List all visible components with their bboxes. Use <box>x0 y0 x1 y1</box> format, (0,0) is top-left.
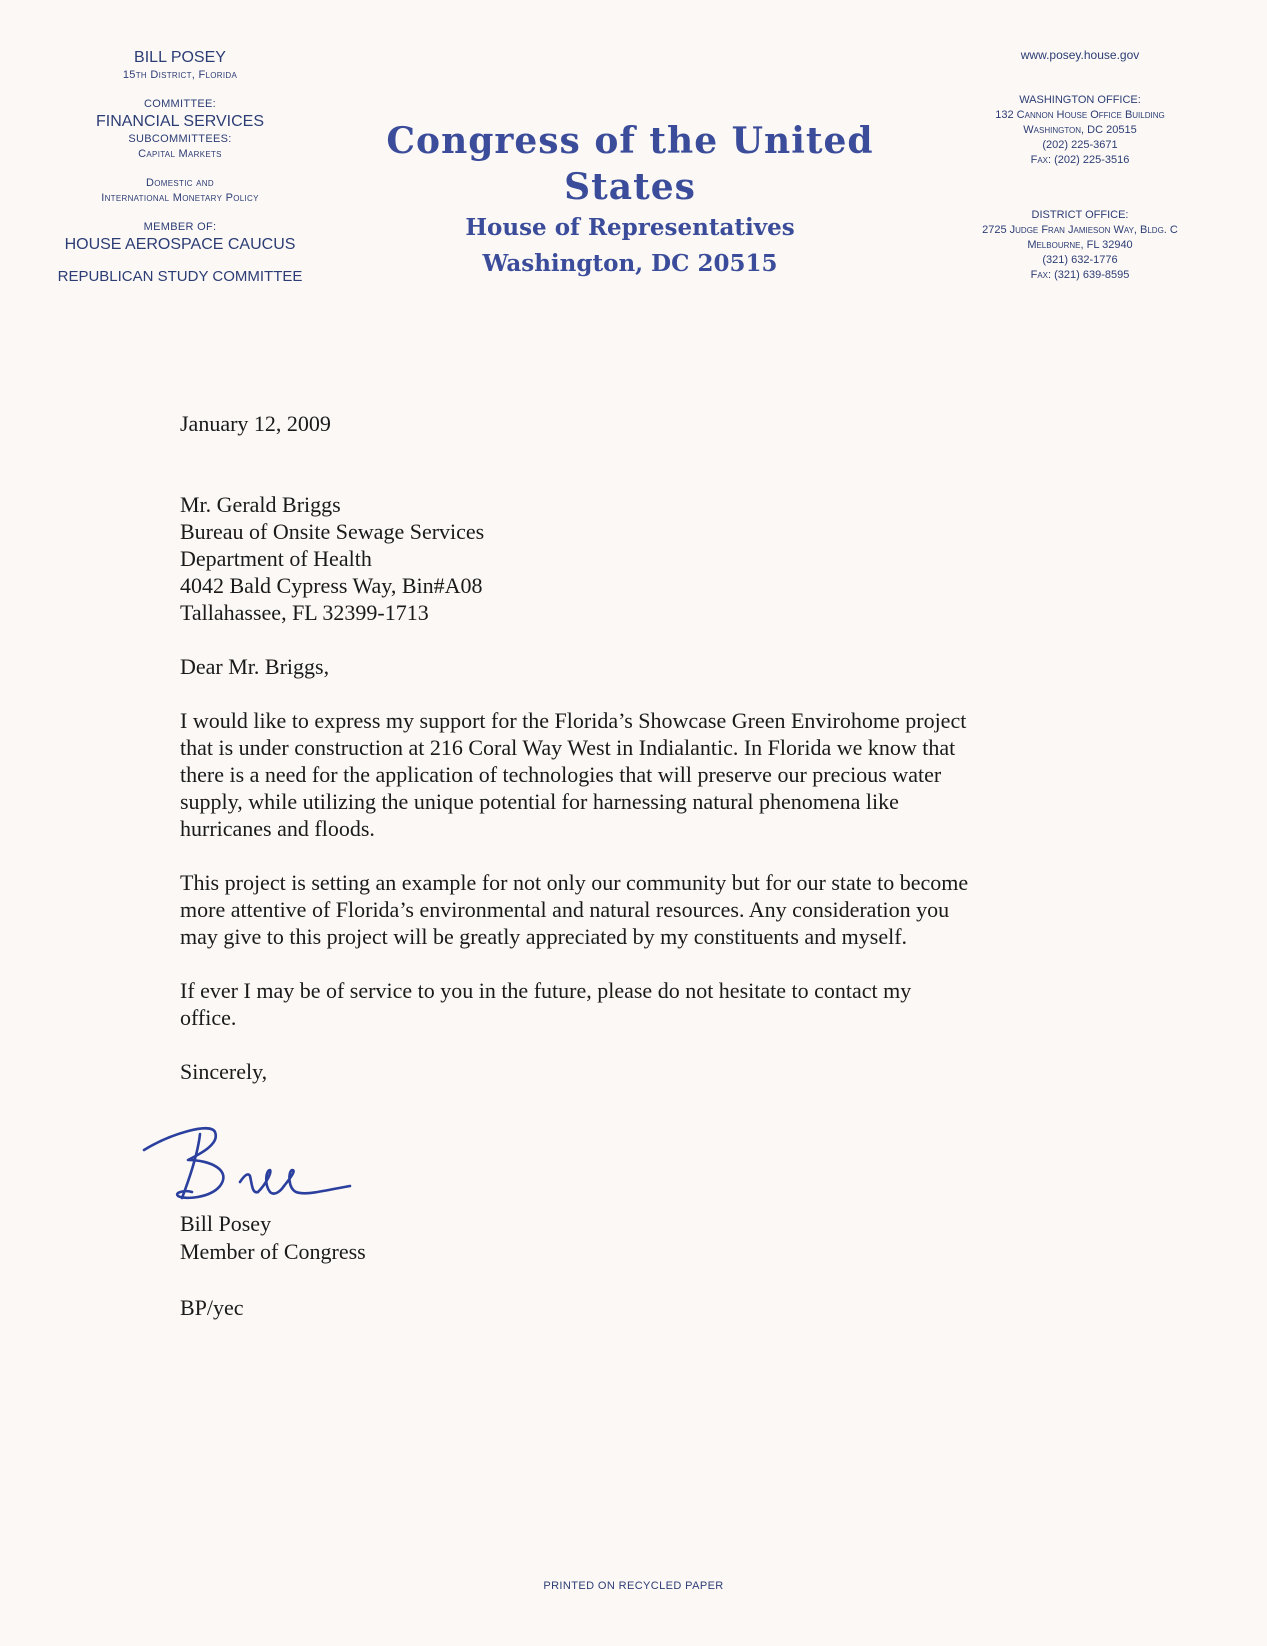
letterhead-title: Congress of the United States <box>386 120 874 208</box>
district-address-line1: 2725 Judge Fran Jamieson Way, Bldg. C <box>982 224 1178 236</box>
district-office-label: DISTRICT OFFICE: <box>1031 209 1129 221</box>
subcommittee-monetary-line1: Domestic and <box>146 177 214 189</box>
paragraph-line: office. <box>180 1005 237 1030</box>
recipient-address <box>180 491 1090 626</box>
letterhead-subtitle: House of Representatives <box>465 214 795 241</box>
reference-initials: BP/yec <box>180 1295 244 1320</box>
signer-block <box>180 1210 366 1322</box>
paragraph-1 <box>180 707 1090 842</box>
recipient-line: 4042 Bald Cypress Way, Bin#A08 <box>180 573 483 598</box>
letter-body <box>180 410 1090 1112</box>
district-fax: Fax: (321) 639-8595 <box>1030 269 1130 281</box>
signature-image <box>140 1112 400 1207</box>
washington-address-line1: 132 Cannon House Office Building <box>995 109 1165 121</box>
website: www.posey.house.gov <box>1020 48 1140 62</box>
paragraph-2 <box>180 869 1090 950</box>
washington-phone: (202) 225-3671 <box>1042 139 1118 151</box>
letterhead-city: Washington, DC 20515 <box>482 250 778 277</box>
recipient-line: Mr. Gerald Briggs <box>180 492 341 517</box>
recipient-line: Department of Health <box>180 546 372 571</box>
paragraph-line: hurricanes and floods. <box>180 816 375 841</box>
district-address-line2: Melbourne, FL 32940 <box>1027 239 1133 251</box>
signer-title: Member of Congress <box>180 1239 366 1264</box>
signer-name: Bill Posey <box>180 1211 272 1236</box>
paragraph-line: that is under construction at 216 Coral Way West in Indialantic. In Florida we know that <box>180 735 956 760</box>
subcommittees-label: SUBCOMMITTEES: <box>128 133 232 145</box>
caucus-aerospace: HOUSE AEROSPACE CAUCUS <box>64 236 296 253</box>
paragraph-3 <box>180 977 1090 1031</box>
letterhead-left <box>40 48 320 287</box>
recipient-line: Tallahassee, FL 32399-1713 <box>180 600 429 625</box>
paragraph-line: I would like to express my support for the Florida’s Showcase Green Envirohome project <box>180 708 967 733</box>
subcommittee-capital-markets: Capital Markets <box>138 148 222 160</box>
paragraph-line: more attentive of Florida’s environmental and natural resources. Any consideration you <box>180 897 950 922</box>
letterhead-right <box>930 48 1230 283</box>
paragraph-line: there is a need for the application of technologies that will preserve our precious water <box>180 762 942 787</box>
washington-office-label: WASHINGTON OFFICE: <box>1019 94 1141 106</box>
letterhead-center <box>330 118 930 282</box>
paragraph-line: may give to this project will be greatly appreciated by my constituents and myself. <box>180 924 908 949</box>
letter-date: January 12, 2009 <box>180 411 331 436</box>
subcommittee-monetary-line2: International Monetary Policy <box>101 192 259 204</box>
republican-study-committee: REPUBLICAN STUDY COMMITTEE <box>57 268 303 285</box>
footer-recycled: PRINTED ON RECYCLED PAPER <box>543 1580 724 1592</box>
washington-fax: Fax: (202) 225-3516 <box>1030 154 1130 166</box>
committee-name: FINANCIAL SERVICES <box>95 113 265 130</box>
paragraph-line: supply, while utilizing the unique potential for harnessing natural phenomena like <box>180 789 899 814</box>
washington-address-line2: Washington, DC 20515 <box>1023 124 1137 136</box>
closing: Sincerely, <box>180 1059 268 1084</box>
recipient-line: Bureau of Onsite Sewage Services <box>180 519 485 544</box>
paragraph-line: This project is setting an example for not only our community but for our state to become <box>180 870 969 895</box>
district-phone: (321) 632-1776 <box>1042 254 1118 266</box>
member-district: 15th District, Florida <box>122 69 238 81</box>
member-of-label: MEMBER OF: <box>143 221 217 233</box>
committee-label: COMMITTEE: <box>143 98 217 110</box>
member-name: BILL POSEY <box>134 49 226 66</box>
salutation: Dear Mr. Briggs, <box>180 654 330 679</box>
paragraph-line: If ever I may be of service to you in the future, please do not hesitate to contact my <box>180 978 912 1003</box>
